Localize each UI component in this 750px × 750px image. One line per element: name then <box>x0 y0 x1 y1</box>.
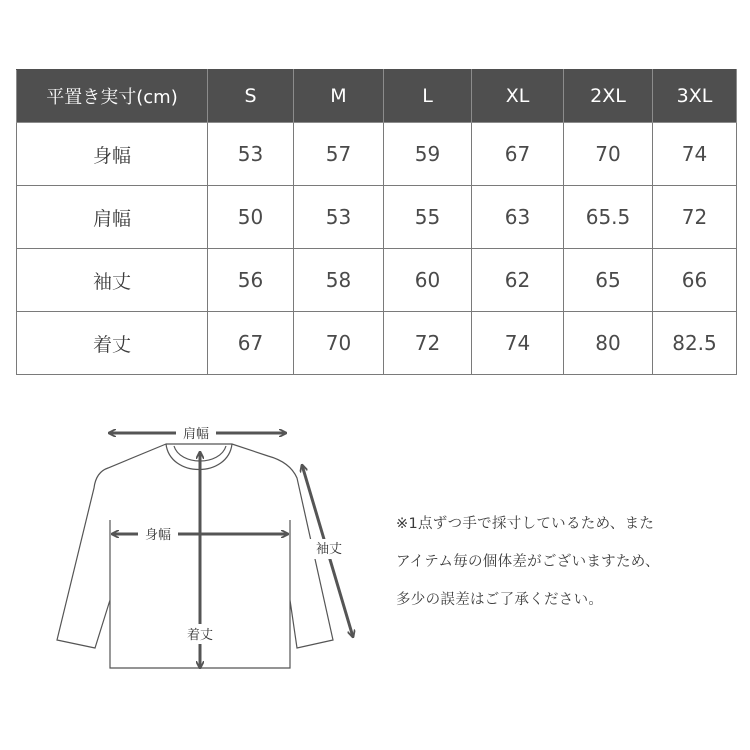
table-row <box>17 123 737 186</box>
table-cell: 82.5 <box>653 312 737 375</box>
note-line: 多少の誤差はご了承ください。 <box>396 592 604 608</box>
table-cell: 56 <box>208 249 294 312</box>
measurement-diagram <box>50 415 370 685</box>
table-cell: 53 <box>208 123 294 186</box>
table-cell: 63 <box>472 186 564 249</box>
table-cell: 62 <box>472 249 564 312</box>
row-label: 肩幅 <box>17 186 208 249</box>
table-row <box>17 312 737 375</box>
chest-label: 身幅 <box>144 528 172 543</box>
table-cell: 55 <box>384 186 472 249</box>
table-cell: 74 <box>472 312 564 375</box>
measurement-note <box>396 505 741 619</box>
header-size-2xl: 2XL <box>564 70 653 123</box>
table-cell: 65 <box>564 249 653 312</box>
table-cell: 70 <box>294 312 384 375</box>
table-cell: 59 <box>384 123 472 186</box>
table-cell: 50 <box>208 186 294 249</box>
table-cell: 57 <box>294 123 384 186</box>
table-cell: 72 <box>653 186 737 249</box>
table-cell: 60 <box>384 249 472 312</box>
shoulder-label: 肩幅 <box>182 427 210 442</box>
table-cell: 74 <box>653 123 737 186</box>
table-cell: 70 <box>564 123 653 186</box>
row-label: 身幅 <box>17 123 208 186</box>
size-table <box>16 69 737 375</box>
table-cell: 53 <box>294 186 384 249</box>
row-label: 着丈 <box>17 312 208 375</box>
header-size-l: L <box>384 70 472 123</box>
table-cell: 66 <box>653 249 737 312</box>
table-cell: 67 <box>208 312 294 375</box>
table-cell: 67 <box>472 123 564 186</box>
length-label: 着丈 <box>186 628 214 643</box>
note-line: アイテム毎の個体差がございますため、 <box>396 554 660 570</box>
table-cell: 58 <box>294 249 384 312</box>
header-row <box>17 70 737 123</box>
table-cell: 72 <box>384 312 472 375</box>
table-cell: 65.5 <box>564 186 653 249</box>
row-label: 袖丈 <box>17 249 208 312</box>
header-size-s: S <box>208 70 294 123</box>
note-line: ※1点ずつ手で採寸しているため、また <box>396 516 655 532</box>
header-measurement-label: 平置き実寸(cm) <box>17 70 208 123</box>
table-row <box>17 249 737 312</box>
sleeve-label: 袖丈 <box>315 542 343 557</box>
header-size-3xl: 3XL <box>653 70 737 123</box>
header-size-m: M <box>294 70 384 123</box>
table-cell: 80 <box>564 312 653 375</box>
header-size-xl: XL <box>472 70 564 123</box>
table-row <box>17 186 737 249</box>
